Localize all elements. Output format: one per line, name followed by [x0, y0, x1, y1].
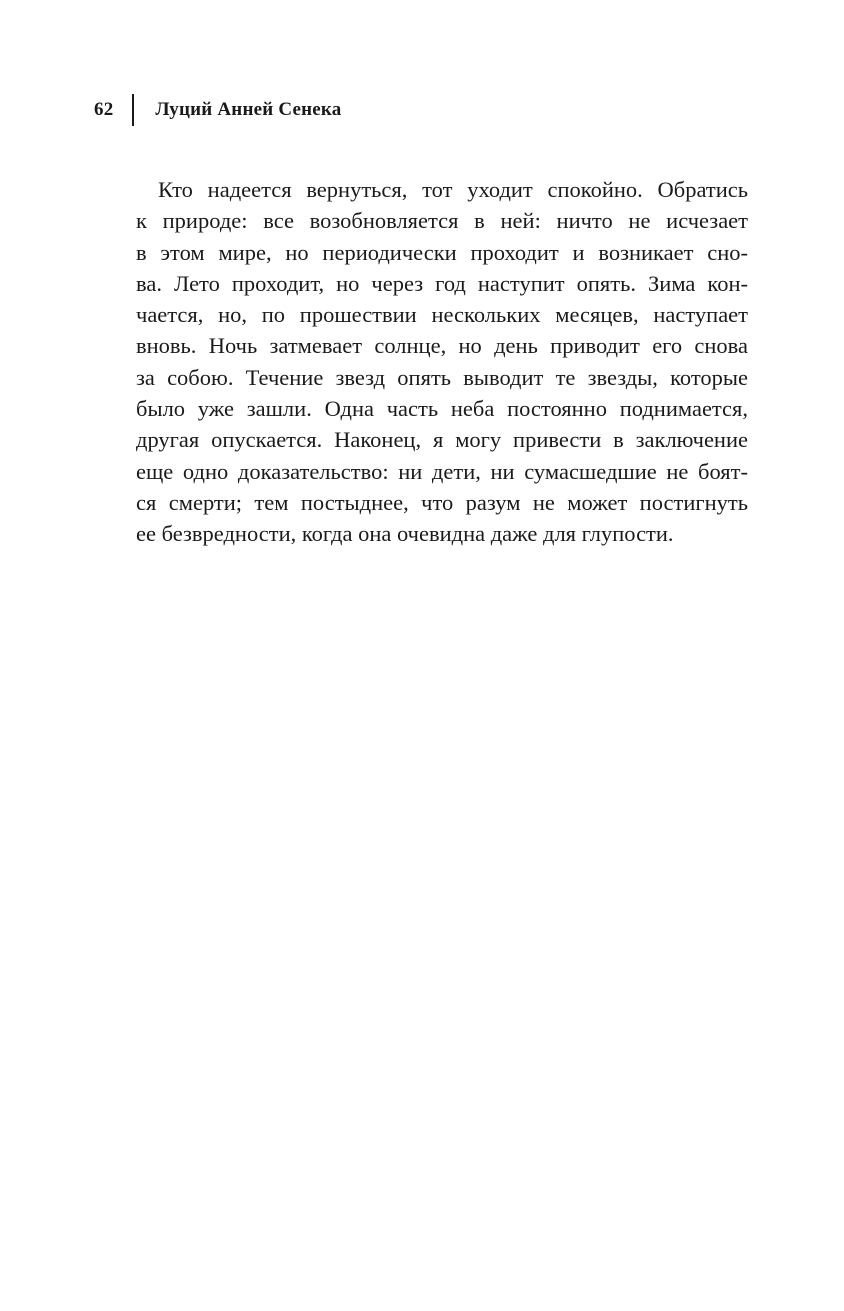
text-line: за собою. Течение звезд опять выводит те звезды, которые: [136, 364, 748, 390]
text-line: вновь. Ночь затмевает солнце, но день приводит его снова: [136, 333, 748, 359]
running-head: [94, 94, 341, 126]
text-line: к природе: все возобновляется в ней: ничто не исчезает: [136, 208, 748, 234]
text-line: было уже зашли. Одна часть неба постоянно поднимается,: [136, 396, 748, 422]
text-line: ва. Лето проходит, но через год наступит опять. Зима кон-: [136, 270, 748, 296]
text-line: в этом мире, но периодически проходит и возникает сно-: [136, 239, 748, 265]
body-paragraph: [136, 174, 748, 550]
text-line: чается, но, по прошествии нескольких месяцев, наступает: [136, 302, 748, 328]
text-line: другая опускается. Наконец, я могу привести в заключение: [136, 427, 748, 453]
running-title: Луций Анней Сенека: [155, 99, 342, 120]
page-number: 62: [94, 99, 114, 120]
text-line: ее безвредности, когда она очевидна даже для глупости.: [136, 521, 674, 547]
text-line: ся смерти; тем постыднее, что разум не может постигнуть: [136, 489, 748, 515]
text-line: Кто надеется вернуться, тот уходит спокойно. Обратись: [158, 177, 748, 202]
header-divider: [132, 94, 134, 126]
text-line: еще одно доказательство: ни дети, ни сумасшедшие не боят-: [136, 458, 748, 484]
